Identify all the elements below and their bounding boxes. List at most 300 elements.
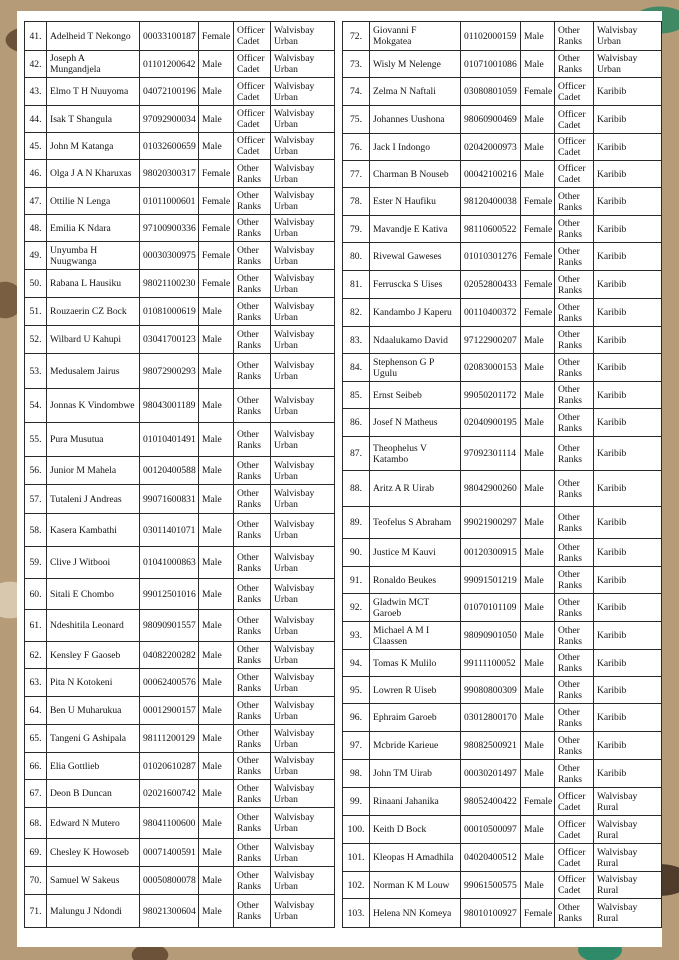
id-number-cell: 00012900157 — [140, 697, 199, 725]
gender-cell: Male — [521, 327, 555, 354]
gender-cell: Male — [199, 457, 234, 485]
id-number-cell: 99071600831 — [140, 485, 199, 514]
station-cell: Walvisbay Urban — [271, 242, 335, 270]
name-cell: Clive J Witbooi — [47, 547, 140, 579]
name-cell: Medusalem Jairus — [47, 354, 140, 389]
rank-category-cell: Other Ranks — [234, 753, 271, 780]
table-row — [25, 697, 335, 725]
name-cell: Malungu J Ndondi — [47, 895, 140, 928]
name-cell: Teofelus S Abraham — [370, 507, 461, 539]
rank-category-cell: Other Ranks — [234, 839, 271, 867]
station-cell: Walvisbay Urban — [271, 270, 335, 298]
rank-category-cell: Officer Cadet — [234, 133, 271, 160]
gender-cell: Male — [199, 895, 234, 928]
rank-category-cell: Officer Cadet — [234, 78, 271, 106]
gender-cell: Male — [199, 697, 234, 725]
name-cell: Junior M Mahela — [47, 457, 140, 485]
table-row — [25, 354, 335, 389]
row-number-cell: 55. — [25, 423, 47, 457]
gender-cell: Female — [521, 216, 555, 243]
name-cell: Tutaleni J Andreas — [47, 485, 140, 514]
rank-category-cell: Other Ranks — [234, 808, 271, 839]
id-number-cell: 98082500921 — [461, 732, 521, 760]
id-number-cell: 98111200129 — [140, 725, 199, 753]
row-number-cell: 48. — [25, 215, 47, 242]
row-number-cell: 91. — [343, 567, 370, 594]
name-cell: Kasera Kambathi — [47, 514, 140, 547]
rank-category-cell: Other Ranks — [234, 270, 271, 298]
gender-cell: Male — [521, 872, 555, 899]
name-cell: Mavandje E Kativa — [370, 216, 461, 243]
gender-cell: Female — [199, 242, 234, 270]
id-number-cell: 00042100216 — [461, 161, 521, 188]
id-number-cell: 01032600659 — [140, 133, 199, 160]
row-number-cell: 92. — [343, 594, 370, 622]
gender-cell: Male — [521, 704, 555, 732]
name-cell: Olga J A N Kharuxas — [47, 160, 140, 188]
row-number-cell: 83. — [343, 327, 370, 354]
row-number-cell: 90. — [343, 539, 370, 567]
rank-category-cell: Other Ranks — [555, 299, 594, 327]
table-row — [25, 753, 335, 780]
station-cell: Walvisbay Urban — [271, 485, 335, 514]
id-number-cell: 99050201172 — [461, 382, 521, 409]
table-row — [343, 471, 662, 507]
row-number-cell: 44. — [25, 106, 47, 133]
table-row — [25, 457, 335, 485]
gender-cell: Male — [199, 753, 234, 780]
row-number-cell: 95. — [343, 677, 370, 704]
id-number-cell: 99091501219 — [461, 567, 521, 594]
table-row — [343, 816, 662, 844]
id-number-cell: 98110600522 — [461, 216, 521, 243]
rank-category-cell: Officer Cadet — [234, 106, 271, 133]
name-cell: Rinaani Jahanika — [370, 788, 461, 816]
station-cell: Walvisbay Urban — [271, 547, 335, 579]
name-cell: Ben U Muharukua — [47, 697, 140, 725]
name-cell: Michael A M I Claassen — [370, 622, 461, 650]
id-number-cell: 00071400591 — [140, 839, 199, 867]
row-number-cell: 61. — [25, 610, 47, 642]
station-cell: Karibib — [594, 471, 662, 507]
row-number-cell: 53. — [25, 354, 47, 389]
row-number-cell: 70. — [25, 867, 47, 895]
id-number-cell: 00110400372 — [461, 299, 521, 327]
row-number-cell: 46. — [25, 160, 47, 188]
row-number-cell: 72. — [343, 22, 370, 51]
station-cell: Walvisbay Urban — [594, 22, 662, 51]
id-number-cell: 00062400576 — [140, 669, 199, 697]
rank-category-cell: Other Ranks — [234, 610, 271, 642]
station-cell: Walvisbay Urban — [271, 642, 335, 669]
row-number-cell: 97. — [343, 732, 370, 760]
name-cell: Aritz A R Uirab — [370, 471, 461, 507]
id-number-cell: 99012501016 — [140, 579, 199, 610]
rank-category-cell: Other Ranks — [555, 382, 594, 409]
table-row — [25, 188, 335, 215]
station-cell: Walvisbay Urban — [594, 51, 662, 78]
row-number-cell: 66. — [25, 753, 47, 780]
gender-cell: Female — [521, 899, 555, 928]
station-cell: Karibib — [594, 243, 662, 271]
name-cell: Rabana L Hausiku — [47, 270, 140, 298]
rank-category-cell: Other Ranks — [555, 594, 594, 622]
id-number-cell: 01020610287 — [140, 753, 199, 780]
rank-category-cell: Other Ranks — [234, 485, 271, 514]
rank-category-cell: Other Ranks — [234, 298, 271, 326]
table-row — [25, 839, 335, 867]
table-row — [25, 133, 335, 160]
row-number-cell: 52. — [25, 326, 47, 354]
name-cell: Deon B Duncan — [47, 780, 140, 808]
rank-category-cell: Other Ranks — [234, 669, 271, 697]
name-cell: Emilia K Ndara — [47, 215, 140, 242]
table-row — [25, 298, 335, 326]
id-number-cell: 00010500097 — [461, 816, 521, 844]
gender-cell: Male — [521, 51, 555, 78]
table-row — [343, 594, 662, 622]
table-row — [343, 704, 662, 732]
rank-category-cell: Other Ranks — [234, 457, 271, 485]
table-row — [343, 216, 662, 243]
station-cell: Walvisbay Urban — [271, 160, 335, 188]
name-cell: Kleopas H Amadhila — [370, 844, 461, 872]
rank-category-cell: Other Ranks — [234, 389, 271, 423]
table-row — [25, 242, 335, 270]
table-row — [25, 514, 335, 547]
rank-category-cell: Other Ranks — [555, 650, 594, 677]
id-number-cell: 98052400422 — [461, 788, 521, 816]
gender-cell: Female — [521, 271, 555, 299]
table-row — [25, 51, 335, 78]
gender-cell: Male — [521, 409, 555, 437]
gender-cell: Female — [521, 243, 555, 271]
station-cell: Karibib — [594, 704, 662, 732]
table-row — [343, 134, 662, 161]
name-cell: Tomas K Mulilo — [370, 650, 461, 677]
table-row — [343, 354, 662, 382]
station-cell: Walvisbay Urban — [271, 669, 335, 697]
gender-cell: Male — [521, 732, 555, 760]
row-number-cell: 58. — [25, 514, 47, 547]
row-number-cell: 69. — [25, 839, 47, 867]
gender-cell: Male — [521, 134, 555, 161]
id-number-cell: 99111100052 — [461, 650, 521, 677]
station-cell: Walvisbay Urban — [271, 457, 335, 485]
table-row — [343, 539, 662, 567]
rank-category-cell: Other Ranks — [234, 780, 271, 808]
id-number-cell: 03012800170 — [461, 704, 521, 732]
row-number-cell: 71. — [25, 895, 47, 928]
id-number-cell: 01070101109 — [461, 594, 521, 622]
name-cell: Jonnas K Vindombwe — [47, 389, 140, 423]
id-number-cell: 02042000973 — [461, 134, 521, 161]
row-number-cell: 99. — [343, 788, 370, 816]
rank-category-cell: Other Ranks — [555, 539, 594, 567]
table-row — [343, 409, 662, 437]
rank-category-cell: Other Ranks — [555, 899, 594, 928]
station-cell: Walvisbay Urban — [271, 188, 335, 215]
station-cell: Walvisbay Urban — [271, 133, 335, 160]
name-cell: Sitali E Chombo — [47, 579, 140, 610]
table-row — [343, 299, 662, 327]
id-number-cell: 00033100187 — [140, 22, 199, 51]
name-cell: Chesley K Howoseb — [47, 839, 140, 867]
name-cell: Zelma N Naftali — [370, 78, 461, 106]
row-number-cell: 78. — [343, 188, 370, 216]
table-row — [25, 610, 335, 642]
row-number-cell: 102. — [343, 872, 370, 899]
table-row — [25, 215, 335, 242]
row-number-cell: 47. — [25, 188, 47, 215]
id-number-cell: 01081000619 — [140, 298, 199, 326]
rank-category-cell: Other Ranks — [234, 326, 271, 354]
station-cell: Karibib — [594, 650, 662, 677]
station-cell: Walvisbay Urban — [271, 610, 335, 642]
station-cell: Walvisbay Urban — [271, 298, 335, 326]
row-number-cell: 85. — [343, 382, 370, 409]
rank-category-cell: Other Ranks — [555, 51, 594, 78]
name-cell: Ferruscka S Uises — [370, 271, 461, 299]
name-cell: Norman K M Louw — [370, 872, 461, 899]
id-number-cell: 01102000159 — [461, 22, 521, 51]
station-cell: Walvisbay Urban — [271, 579, 335, 610]
rank-category-cell: Other Ranks — [234, 642, 271, 669]
id-number-cell: 04072100196 — [140, 78, 199, 106]
id-number-cell: 98010100927 — [461, 899, 521, 928]
station-cell: Karibib — [594, 567, 662, 594]
id-number-cell: 98042900260 — [461, 471, 521, 507]
station-cell: Walvisbay Urban — [271, 78, 335, 106]
station-cell: Karibib — [594, 382, 662, 409]
name-cell: Jack I Indongo — [370, 134, 461, 161]
name-cell: Wilbard U Kahupi — [47, 326, 140, 354]
gender-cell: Male — [521, 539, 555, 567]
name-cell: Giovanni F Mokgatea — [370, 22, 461, 51]
station-cell: Karibib — [594, 134, 662, 161]
table-row — [343, 677, 662, 704]
rank-category-cell: Other Ranks — [234, 423, 271, 457]
table-row — [343, 51, 662, 78]
id-number-cell: 01041000863 — [140, 547, 199, 579]
station-cell: Karibib — [594, 188, 662, 216]
id-number-cell: 03080801059 — [461, 78, 521, 106]
station-cell: Karibib — [594, 539, 662, 567]
table-row — [25, 642, 335, 669]
id-number-cell: 98020300317 — [140, 160, 199, 188]
station-cell: Karibib — [594, 78, 662, 106]
name-cell: Unyumba H Nuugwanga — [47, 242, 140, 270]
name-cell: Pura Musutua — [47, 423, 140, 457]
station-cell: Walvisbay Urban — [271, 354, 335, 389]
gender-cell: Male — [199, 642, 234, 669]
id-number-cell: 98043001189 — [140, 389, 199, 423]
gender-cell: Male — [199, 423, 234, 457]
station-cell: Karibib — [594, 354, 662, 382]
name-cell: Stephenson G P Ugulu — [370, 354, 461, 382]
row-number-cell: 101. — [343, 844, 370, 872]
gender-cell: Male — [199, 808, 234, 839]
rank-category-cell: Other Ranks — [555, 243, 594, 271]
table-row — [25, 22, 335, 51]
station-cell: Walvisbay Urban — [271, 753, 335, 780]
station-cell: Walvisbay Rural — [594, 788, 662, 816]
station-cell: Walvisbay Rural — [594, 816, 662, 844]
rank-category-cell: Other Ranks — [234, 725, 271, 753]
station-cell: Walvisbay Urban — [271, 697, 335, 725]
gender-cell: Male — [199, 780, 234, 808]
table-row — [343, 106, 662, 134]
station-cell: Walvisbay Urban — [271, 839, 335, 867]
gender-cell: Female — [199, 188, 234, 215]
station-cell: Karibib — [594, 507, 662, 539]
gender-cell: Male — [199, 725, 234, 753]
table-row — [343, 760, 662, 788]
row-number-cell: 80. — [343, 243, 370, 271]
rank-category-cell: Other Ranks — [555, 188, 594, 216]
name-cell: Helena NN Komeya — [370, 899, 461, 928]
row-number-cell: 68. — [25, 808, 47, 839]
gender-cell: Male — [199, 867, 234, 895]
station-cell: Karibib — [594, 106, 662, 134]
gender-cell: Male — [521, 844, 555, 872]
rank-category-cell: Other Ranks — [555, 327, 594, 354]
id-number-cell: 02052800433 — [461, 271, 521, 299]
table-row — [343, 22, 662, 51]
rank-category-cell: Other Ranks — [555, 409, 594, 437]
gender-cell: Male — [199, 514, 234, 547]
id-number-cell: 00030201497 — [461, 760, 521, 788]
gender-cell: Male — [521, 594, 555, 622]
id-number-cell: 97092301114 — [461, 437, 521, 471]
id-number-cell: 03011401071 — [140, 514, 199, 547]
table-row — [343, 732, 662, 760]
table-row — [25, 270, 335, 298]
table-row — [343, 899, 662, 928]
gender-cell: Male — [199, 133, 234, 160]
row-number-cell: 79. — [343, 216, 370, 243]
gender-cell: Male — [199, 839, 234, 867]
station-cell: Walvisbay Urban — [271, 22, 335, 51]
table-row — [25, 78, 335, 106]
gender-cell: Female — [521, 188, 555, 216]
name-cell: Ndeshitila Leonard — [47, 610, 140, 642]
table-row — [343, 567, 662, 594]
gender-cell: Male — [521, 816, 555, 844]
id-number-cell: 97122900207 — [461, 327, 521, 354]
id-number-cell: 04082200282 — [140, 642, 199, 669]
name-cell: Tangeni G Ashipala — [47, 725, 140, 753]
row-number-cell: 87. — [343, 437, 370, 471]
rank-category-cell: Officer Cadet — [555, 161, 594, 188]
row-number-cell: 77. — [343, 161, 370, 188]
station-cell: Karibib — [594, 299, 662, 327]
table-row — [343, 161, 662, 188]
gender-cell: Male — [521, 382, 555, 409]
row-number-cell: 64. — [25, 697, 47, 725]
table-row — [343, 382, 662, 409]
rank-category-cell: Other Ranks — [555, 760, 594, 788]
station-cell: Walvisbay Rural — [594, 872, 662, 899]
id-number-cell: 99080800309 — [461, 677, 521, 704]
gender-cell: Male — [199, 51, 234, 78]
gender-cell: Male — [521, 507, 555, 539]
row-number-cell: 75. — [343, 106, 370, 134]
gender-cell: Female — [199, 270, 234, 298]
row-number-cell: 45. — [25, 133, 47, 160]
row-number-cell: 94. — [343, 650, 370, 677]
gender-cell: Male — [521, 354, 555, 382]
name-cell: Ephraim Garoeb — [370, 704, 461, 732]
gender-cell: Male — [521, 567, 555, 594]
rank-category-cell: Other Ranks — [234, 895, 271, 928]
row-number-cell: 50. — [25, 270, 47, 298]
table-row — [343, 507, 662, 539]
rank-category-cell: Officer Cadet — [555, 788, 594, 816]
table-row — [25, 867, 335, 895]
rank-category-cell: Other Ranks — [555, 732, 594, 760]
row-number-cell: 93. — [343, 622, 370, 650]
row-number-cell: 81. — [343, 271, 370, 299]
id-number-cell: 01010401491 — [140, 423, 199, 457]
station-cell: Walvisbay Urban — [271, 326, 335, 354]
table-row — [343, 437, 662, 471]
id-number-cell: 98120400038 — [461, 188, 521, 216]
gender-cell: Male — [199, 579, 234, 610]
id-number-cell: 01071001086 — [461, 51, 521, 78]
row-number-cell: 62. — [25, 642, 47, 669]
table-row — [25, 725, 335, 753]
rank-category-cell: Other Ranks — [555, 622, 594, 650]
gender-cell: Male — [199, 610, 234, 642]
row-number-cell: 84. — [343, 354, 370, 382]
row-number-cell: 82. — [343, 299, 370, 327]
gender-cell: Male — [521, 622, 555, 650]
station-cell: Walvisbay Urban — [271, 808, 335, 839]
station-cell: Karibib — [594, 216, 662, 243]
rank-category-cell: Other Ranks — [234, 188, 271, 215]
station-cell: Walvisbay Urban — [271, 514, 335, 547]
rank-category-cell: Other Ranks — [555, 567, 594, 594]
rank-category-cell: Officer Cadet — [555, 106, 594, 134]
table-row — [25, 808, 335, 839]
id-number-cell: 99061500575 — [461, 872, 521, 899]
name-cell: Ernst Seibeb — [370, 382, 461, 409]
station-cell: Walvisbay Urban — [271, 423, 335, 457]
id-number-cell: 00030300975 — [140, 242, 199, 270]
row-number-cell: 49. — [25, 242, 47, 270]
rank-category-cell: Officer Cadet — [555, 134, 594, 161]
name-cell: John M Katanga — [47, 133, 140, 160]
rank-category-cell: Other Ranks — [555, 216, 594, 243]
gender-cell: Female — [199, 160, 234, 188]
id-number-cell: 98041100600 — [140, 808, 199, 839]
name-cell: Ester N Haufiku — [370, 188, 461, 216]
gender-cell: Male — [199, 78, 234, 106]
table-row — [343, 327, 662, 354]
rank-category-cell: Officer Cadet — [234, 22, 271, 51]
row-number-cell: 51. — [25, 298, 47, 326]
table-row — [25, 485, 335, 514]
id-number-cell: 99021900297 — [461, 507, 521, 539]
rank-category-cell: Other Ranks — [234, 160, 271, 188]
row-number-cell: 59. — [25, 547, 47, 579]
name-cell: John TM Uirab — [370, 760, 461, 788]
id-number-cell: 97100900336 — [140, 215, 199, 242]
row-number-cell: 42. — [25, 51, 47, 78]
recruits-table-left — [24, 21, 335, 928]
table-row — [343, 872, 662, 899]
